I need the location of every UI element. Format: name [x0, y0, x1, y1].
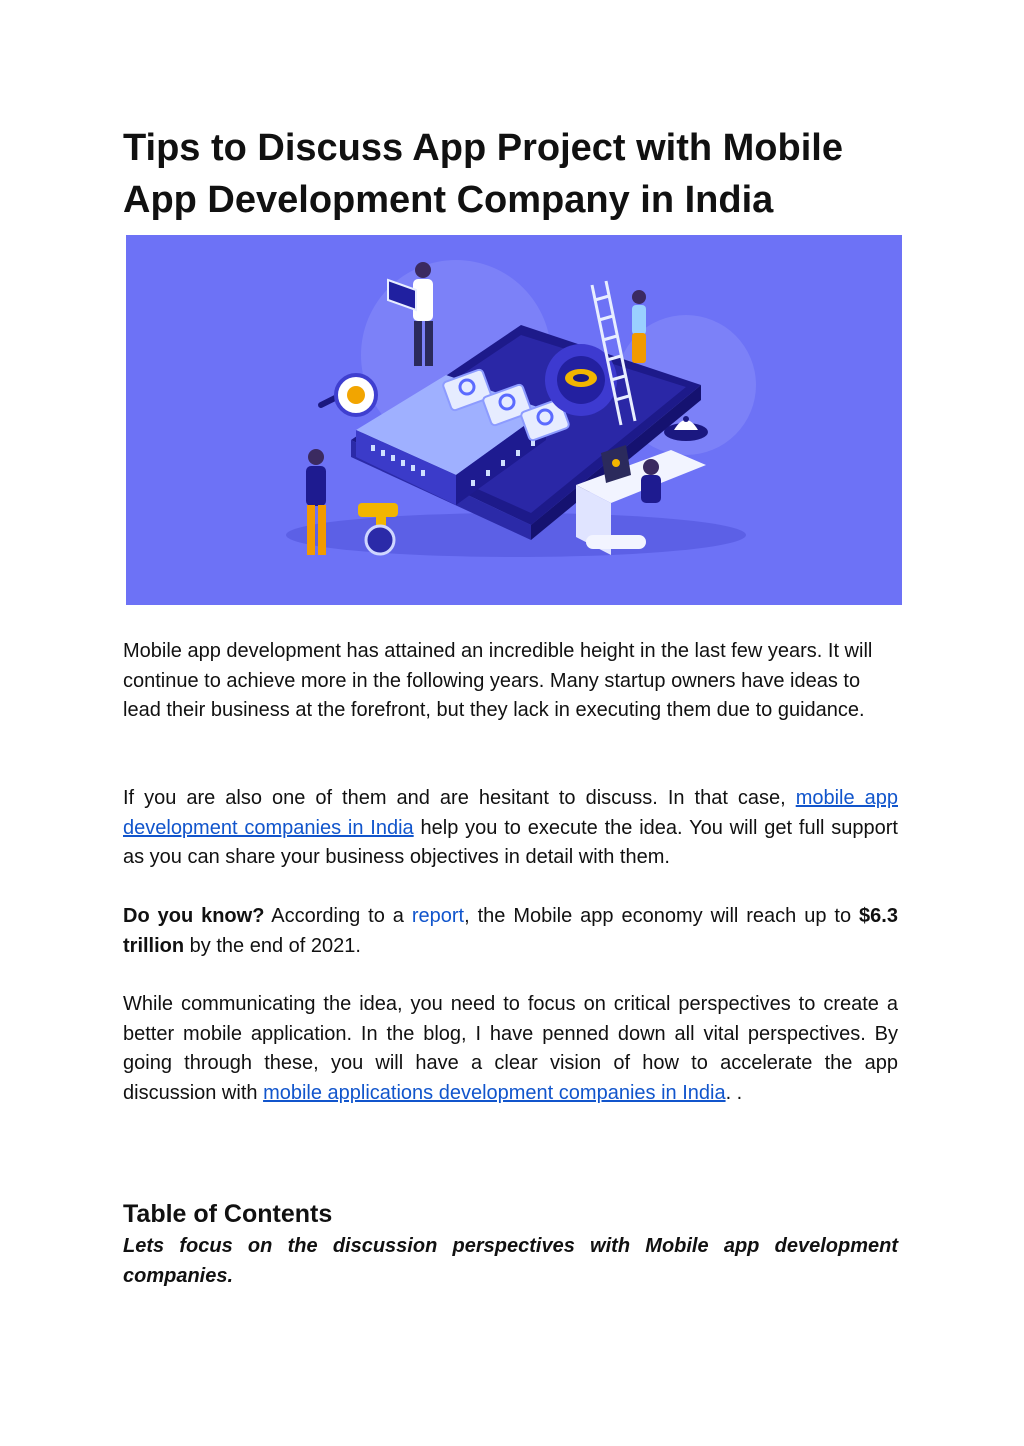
paragraph-text: . .: [725, 1082, 743, 1105]
hero-svg: [126, 235, 902, 605]
link-mobile-applications-development-companies[interactable]: mobile applications development companies in India: [263, 1082, 726, 1105]
page-title: Tips to Discuss App Project with Mobile App Development Company in India: [123, 127, 843, 221]
bold-value: $6.3 trillion: [123, 905, 898, 957]
link-report[interactable]: report: [411, 905, 465, 927]
link-mobile-app-development-companies[interactable]: mobile app development companies in India: [123, 787, 898, 839]
paragraph-companies: [123, 784, 898, 873]
magnifier-icon: [321, 375, 376, 415]
intro-paragraph: Mobile app development has attained an incredible height in the last few years. It will continue to achieve more in the following years. Many startup owners have ideas to lead their business at the forefront, but they lack in executing them due to guidance.: [123, 640, 873, 722]
paragraph-text: While communicating the idea, you need to focus on critical perspectives to create a better mobile application. In the blog, I have penned down all vital perspectives. By going through these, you will have a clear vision of how to accelerate the app discussion with: [123, 993, 898, 1105]
paragraph-text: help you to execute the idea. You will get full support as you can share your business objectives in detail with them.: [123, 816, 898, 869]
person-on-ladder: [632, 290, 646, 363]
bold-lead: Do you know?: [123, 905, 265, 927]
paragraph-text: , the Mobile app economy will reach up to: [464, 905, 860, 927]
paragraph-text: by the end of 2021.: [184, 934, 361, 957]
hero-illustration: [126, 235, 902, 605]
toc-heading: Table of Contents: [123, 1200, 333, 1228]
toc-subheading: Lets focus on the discussion perspectives with Mobile app development companies.: [123, 1235, 898, 1287]
paragraph-text: If you are also one of them and are hesitant to discuss. In that case,: [123, 787, 796, 809]
paragraph-do-you-know: [123, 902, 898, 961]
paragraph-communicating: [123, 990, 898, 1109]
paragraph-text: According to a: [264, 905, 412, 927]
